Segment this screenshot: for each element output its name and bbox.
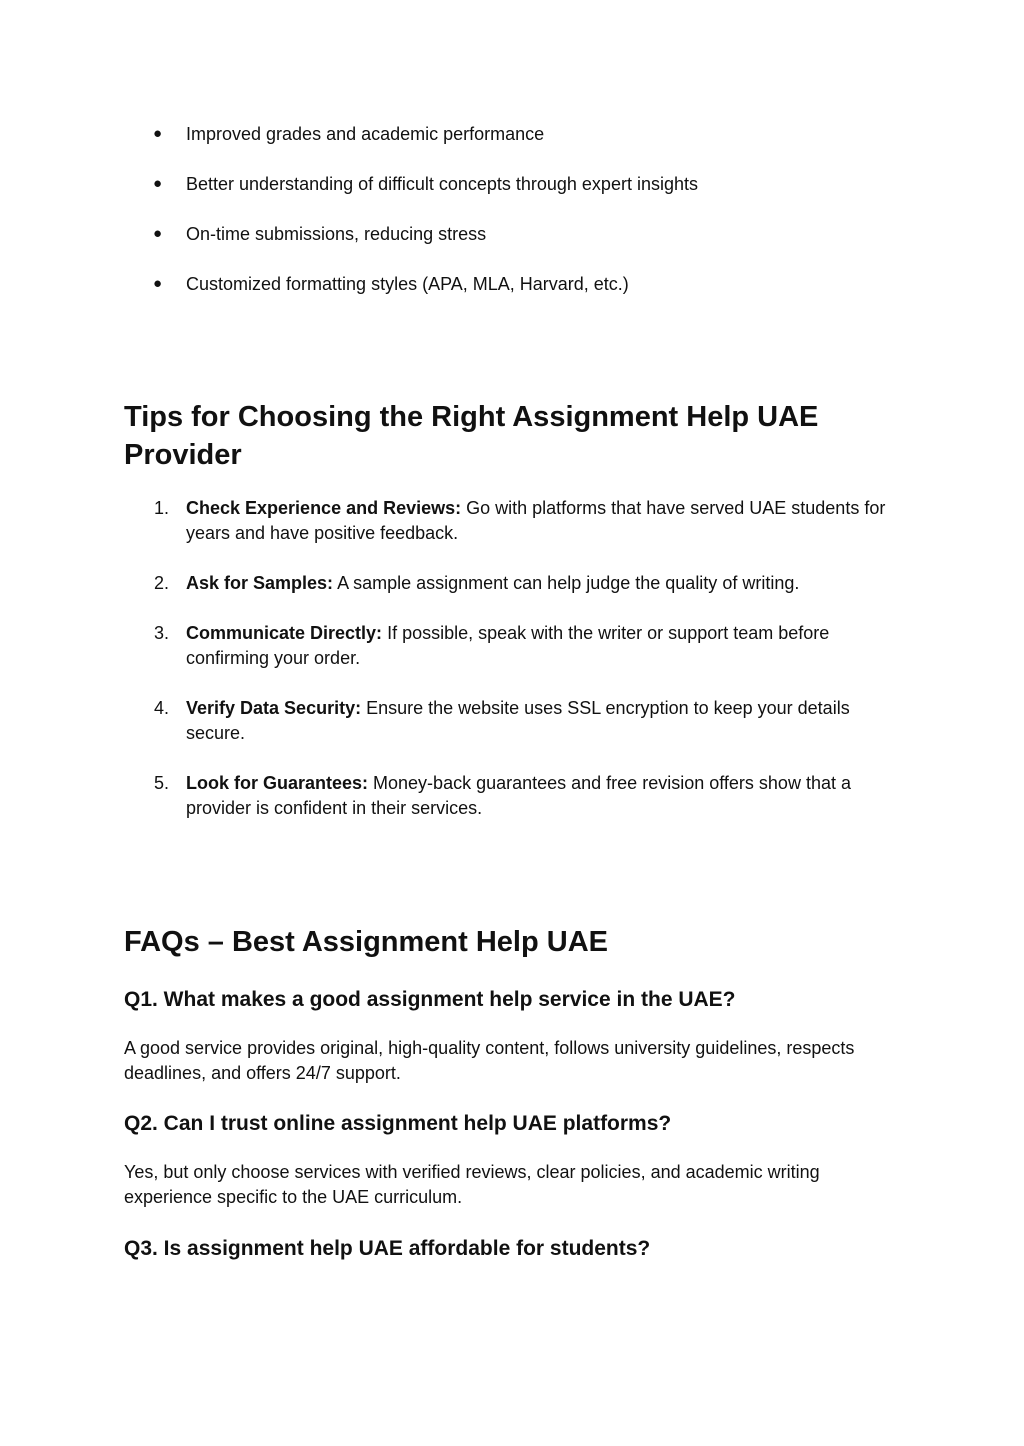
bullet-text: On-time submissions, reducing stress xyxy=(186,224,487,244)
bullet-icon: ● xyxy=(153,225,163,242)
bullet-icon: ● xyxy=(153,125,163,142)
bullet-text: Better understanding of difficult concepts through expert insights xyxy=(186,174,698,194)
list-number: 4. xyxy=(154,698,170,718)
bullet-text: Customized formatting styles (APA, MLA, Harvard, etc.) xyxy=(186,274,629,294)
list-item-lead: Verify Data Security: xyxy=(186,698,362,718)
list-item xyxy=(0,172,1024,196)
list-item-text: Go with platforms that have served UAE students for years and have positive feedback. xyxy=(186,498,886,543)
faq-question: Q1. What makes a good assignment help service in the UAE? xyxy=(124,988,736,1011)
list-item-body xyxy=(186,696,906,746)
list-item-lead: Ask for Samples: xyxy=(186,573,334,593)
list-item xyxy=(0,122,1024,146)
bullet-icon: ● xyxy=(153,175,163,192)
list-number: 3. xyxy=(154,623,170,643)
faq-question: Q2. Can I trust online assignment help UAE platforms? xyxy=(124,1112,672,1135)
list-item-lead: Communicate Directly: xyxy=(186,623,383,643)
list-item-text: Ensure the website uses SSL encryption to keep your details secure. xyxy=(186,698,850,743)
list-item-text: A sample assignment can help judge the quality of writing. xyxy=(333,573,800,593)
faq-answer: Yes, but only choose services with verified reviews, clear policies, and academic writing experience specific to the UAE curriculum. xyxy=(124,1162,820,1207)
bullet-text: Improved grades and academic performance xyxy=(186,124,545,144)
list-item-lead: Look for Guarantees: xyxy=(186,773,369,793)
list-number: 2. xyxy=(154,573,170,593)
list-number: 1. xyxy=(154,498,170,518)
list-item-body xyxy=(186,771,906,821)
list-item-body xyxy=(186,496,906,546)
list-item-text: Money-back guarantees and free revision offers show that a provider is confident in their services. xyxy=(186,773,851,818)
list-number: 5. xyxy=(154,773,170,793)
faq-question: Q3. Is assignment help UAE affordable for students? xyxy=(124,1237,651,1260)
list-item-lead: Check Experience and Reviews: xyxy=(186,498,462,518)
list-item-body xyxy=(186,621,906,671)
list-item-body xyxy=(186,571,906,596)
tips-heading: Tips for Choosing the Right Assignment Help UAE Provider xyxy=(124,401,819,471)
list-item xyxy=(0,222,1024,246)
faqs-heading: FAQs – Best Assignment Help UAE xyxy=(124,926,608,958)
bullet-icon: ● xyxy=(153,275,163,292)
faq-answer: A good service provides original, high-quality content, follows university guidelines, respects deadlines, and offers 24/7 support. xyxy=(124,1038,855,1083)
list-item-text: If possible, speak with the writer or support team before confirming your order. xyxy=(186,623,830,668)
list-item xyxy=(0,272,1024,296)
